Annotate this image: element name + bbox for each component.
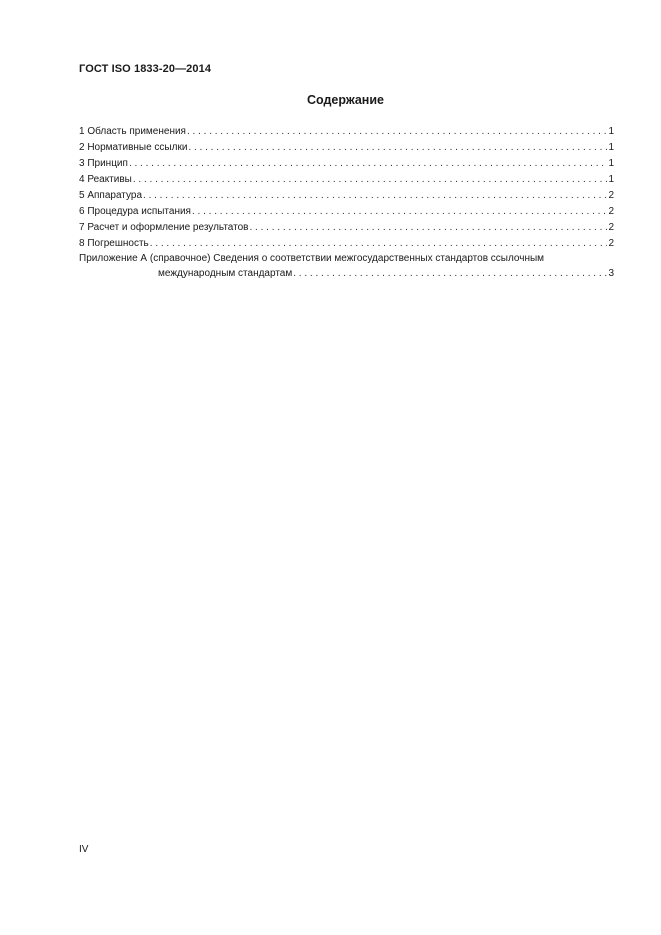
toc-leader-dots: [150, 236, 608, 252]
toc-entry-page: 1: [608, 174, 614, 185]
toc-entry[interactable]: [79, 188, 614, 204]
toc-leader-dots: [293, 266, 607, 282]
toc-entry-label: 2 Нормативные ссылки: [79, 142, 188, 153]
toc-entry-page: 2: [608, 238, 614, 249]
toc-annex-page: 3: [608, 268, 614, 279]
toc-annex-entry[interactable]: [79, 252, 614, 282]
toc-entry[interactable]: [79, 236, 614, 252]
toc-leader-dots: [129, 156, 608, 172]
toc-entry[interactable]: [79, 156, 614, 172]
toc-entry-label: 5 Аппаратура: [79, 190, 143, 201]
toc-entry-label: 3 Принцип: [79, 158, 128, 169]
toc-entry-page: 1: [608, 142, 614, 153]
toc-entry-label: 6 Процедура испытания: [79, 206, 191, 217]
toc-entry-page: 2: [608, 190, 614, 201]
toc-leader-dots: [188, 140, 607, 156]
page-number: IV: [79, 844, 89, 855]
toc-annex-continuation: [79, 266, 614, 282]
toc-leader-dots: [250, 220, 608, 236]
toc-entry-page: 2: [608, 206, 614, 217]
toc-entry-label: 4 Реактивы: [79, 174, 132, 185]
toc-title: Содержание: [306, 93, 384, 107]
toc-entry-page: 1: [608, 158, 614, 169]
toc-entry-label: 8 Погрешность: [79, 238, 149, 249]
table-of-contents: [79, 124, 614, 282]
toc-entry[interactable]: [79, 204, 614, 220]
standard-code-header: ГОСТ ISO 1833-20—2014: [79, 63, 212, 75]
toc-entry-page: 2: [608, 222, 614, 233]
toc-entry[interactable]: [79, 140, 614, 156]
toc-entry[interactable]: [79, 220, 614, 236]
toc-annex-label-continued: международным стандартам: [158, 268, 293, 279]
toc-entry[interactable]: [79, 124, 614, 140]
toc-leader-dots: [133, 172, 608, 188]
toc-leader-dots: [192, 204, 607, 220]
toc-entry-label: 7 Расчет и оформление результатов: [79, 222, 249, 233]
toc-entry[interactable]: [79, 172, 614, 188]
toc-annex-title: Приложение А (справочное) Сведения о соответствии межгосударственных стандартов ссылочным: [79, 253, 545, 264]
toc-entry-page: 1: [608, 126, 614, 137]
toc-leader-dots: [143, 188, 607, 204]
toc-entry-label: 1 Область применения: [79, 126, 186, 137]
toc-leader-dots: [187, 124, 607, 140]
